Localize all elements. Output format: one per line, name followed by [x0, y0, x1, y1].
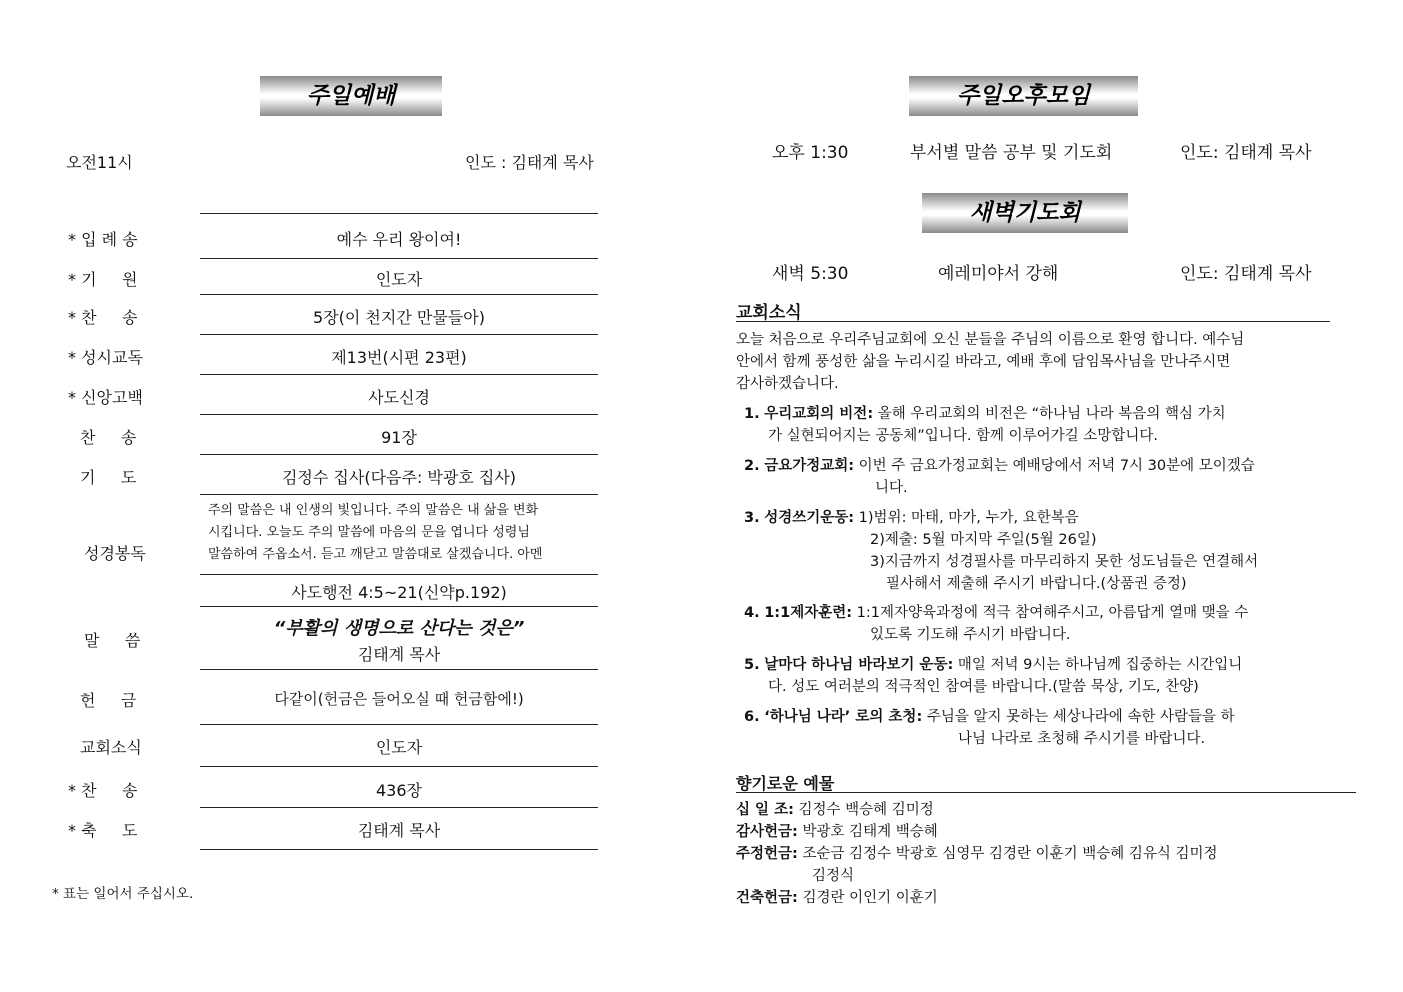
item-title: 1:1제자훈련: [764, 605, 853, 621]
sermon-speaker: 김태계 목사 [357, 645, 441, 664]
worship-banner: 주일예배 [260, 76, 442, 116]
order-value: 제13번(시편 23편) [331, 348, 467, 367]
offering-label: 십 일 조: [736, 802, 794, 818]
divider [200, 334, 598, 335]
news-item [744, 706, 1334, 750]
dawn-time: 새벽 5:30 [772, 264, 849, 284]
offering-names: 김정수 백승혜 김미정 [798, 802, 934, 818]
item-line: 필사해서 제출해 주시기 바랍니다.(상품권 증정) [886, 576, 1187, 592]
order-label: 기 도 [80, 468, 137, 487]
offerings-list [736, 799, 1376, 909]
item-line: 올해 우리교회의 비전은 “하나님 나라 복음의 핵심 가치 [877, 406, 1226, 422]
news-item [744, 654, 1334, 698]
prayer-line: 말씀하여 주옵소서. 듣고 깨닫고 말씀대로 살겠습니다. 아멘 [208, 547, 543, 562]
offering-label: 건축헌금: [736, 890, 798, 906]
order-label: 성시교독 [81, 348, 143, 367]
scripture-prayer [208, 500, 590, 566]
news-item [744, 507, 1334, 595]
standing-mark: * [68, 821, 76, 840]
item-number: 4. [744, 605, 760, 621]
prayer-line: 주의 말씀은 내 인생의 빛입니다. 주의 말씀은 내 삶을 변화 [208, 503, 539, 518]
divider [200, 766, 598, 767]
standing-mark: * [68, 270, 76, 289]
afternoon-banner: 주일오후모임 [909, 76, 1138, 116]
dawn-leader: 인도: 김태계 목사 [1180, 264, 1312, 284]
divider [200, 724, 598, 725]
order-label: 입 례 송 [81, 230, 138, 249]
item-number: 6. [744, 709, 760, 725]
item-line: 있도록 기도해 주시기 바랍니다. [870, 627, 1071, 643]
item-line: 주님을 알지 못하는 세상나라에 속한 사람들을 하 [926, 709, 1235, 725]
order-value: 인도자 [375, 738, 423, 757]
order-label: 찬 송 [80, 428, 137, 447]
item-number: 1. [744, 406, 760, 422]
order-value: 5장(이 천지간 만물들아) [313, 308, 485, 327]
scripture-label: 성경봉독 [84, 544, 146, 563]
order-label: 찬 송 [81, 308, 138, 327]
offering-row [736, 887, 1376, 909]
offering-row [736, 821, 1376, 843]
offering-names: 박광호 김태계 백승혜 [802, 824, 938, 840]
item-line: 가 실현되어지는 공동체”입니다. 함께 이루어가길 소망합니다. [768, 428, 1158, 444]
news-heading-underline [736, 321, 1330, 322]
item-line: 1:1제자양육과정에 적극 참여해주시고, 아름답게 열매 맺을 수 [856, 605, 1249, 621]
order-value: 김정수 집사(다음주: 박광호 집사) [281, 468, 517, 487]
item-title: 날마다 하나님 바라보기 운동: [764, 657, 954, 673]
intro-line: 감사하겠습니다. [736, 376, 839, 392]
order-value: 다같이(헌금은 들어오실 때 헌금함에!) [274, 690, 524, 708]
intro-line: 오늘 처음으로 우리주님교회에 오신 분들을 주님의 이름으로 환영 합니다. 예수님 [736, 332, 1245, 348]
divider [200, 574, 598, 575]
sermon-title: “부활의 생명으로 산다는 것은” [273, 618, 525, 639]
divider [200, 669, 598, 670]
order-value: 436장 [376, 781, 422, 800]
intro-line: 안에서 함께 풍성한 삶을 누리시길 바라고, 예배 후에 담임목사님을 만나주시면 [736, 354, 1231, 370]
item-title: ‘하나님 나라’ 로의 초청: [764, 709, 923, 725]
order-label: 찬 송 [81, 781, 138, 800]
offering-row [736, 799, 1376, 821]
divider [200, 294, 598, 295]
divider [200, 807, 598, 808]
item-line: 이번 주 금요가정교회는 예배당에서 저녁 7시 30분에 모이겠습 [858, 458, 1255, 474]
news-item [744, 403, 1334, 447]
order-label: 기 원 [81, 270, 138, 289]
worship-time: 오전11시 [66, 153, 133, 172]
sermon-label: 말 씀 [84, 631, 141, 650]
order-label: 교회소식 [80, 738, 142, 757]
item-line: 1)범위: 마태, 마가, 누가, 요한복음 [858, 510, 1079, 526]
item-line: 2)제출: 5월 마지막 주일(5월 26일) [870, 532, 1097, 548]
news-heading: 교회소식 [736, 303, 802, 323]
order-label: 신앙고백 [81, 388, 143, 407]
standing-mark: * [68, 348, 76, 367]
footnote: * 표는 일어서 주십시오. [52, 886, 194, 902]
item-title: 금요가정교회: [764, 458, 855, 474]
offering-names: 김경란 이인기 이훈기 [802, 890, 938, 906]
news-item [744, 455, 1334, 499]
standing-mark: * [68, 781, 76, 800]
divider [200, 374, 598, 375]
order-value: 김태계 목사 [357, 821, 441, 840]
worship-leader: 인도 : 김태계 목사 [465, 153, 594, 172]
order-value: 예수 우리 왕이여! [336, 230, 462, 249]
offering-names-continued: 김정식 [812, 868, 855, 884]
offerings-heading-underline [736, 792, 1356, 793]
item-number: 2. [744, 458, 760, 474]
item-line: 나님 나라로 초청해 주시기를 바랍니다. [958, 731, 1206, 747]
order-value: 사도신경 [368, 388, 430, 407]
item-line: 매일 저녁 9시는 하나님께 집중하는 시간입니 [957, 657, 1243, 673]
order-label: 헌 금 [80, 691, 137, 710]
item-number: 3. [744, 510, 760, 526]
item-line: 니다. [875, 480, 908, 496]
standing-mark: * [68, 230, 76, 249]
item-title: 성경쓰기운동: [764, 510, 855, 526]
prayer-line: 시킵니다. 오늘도 주의 말씀에 마음의 문을 엽니다 성령님 [208, 525, 530, 540]
news-intro [736, 329, 1336, 395]
news-item [744, 602, 1334, 646]
offering-names: 조순금 김정수 박광호 심영무 김경란 이훈기 백승혜 김유식 김미정 [802, 846, 1218, 862]
dawn-desc: 예레미야서 강해 [938, 264, 1059, 284]
item-line: 3)지금까지 성경필사를 마무리하지 못한 성도님들은 연결해서 [870, 554, 1259, 570]
order-label: 축 도 [81, 821, 138, 840]
divider [200, 606, 598, 607]
divider [200, 414, 598, 415]
standing-mark: * [68, 388, 76, 407]
divider [200, 258, 598, 259]
dawn-banner: 새벽기도회 [922, 193, 1128, 233]
order-value: 91장 [381, 428, 417, 447]
afternoon-desc: 부서별 말씀 공부 및 기도회 [910, 143, 1113, 163]
divider [200, 494, 598, 495]
afternoon-time: 오후 1:30 [772, 143, 849, 163]
standing-mark: * [68, 308, 76, 327]
offering-row [736, 843, 1376, 865]
afternoon-leader: 인도: 김태계 목사 [1180, 143, 1312, 163]
divider [200, 213, 598, 214]
offering-label: 주정헌금: [736, 846, 798, 862]
offerings-heading: 향기로운 예물 [736, 774, 835, 793]
divider [200, 849, 598, 850]
offering-label: 감사헌금: [736, 824, 798, 840]
scripture-passage: 사도행전 4:5~21(신약p.192) [291, 583, 507, 602]
item-line: 다. 성도 여러분의 적극적인 참여를 바랍니다.(말씀 묵상, 기도, 찬양) [768, 679, 1199, 695]
item-number: 5. [744, 657, 760, 673]
order-value: 인도자 [375, 270, 423, 289]
divider [200, 454, 598, 455]
item-title: 우리교회의 비전: [764, 406, 874, 422]
